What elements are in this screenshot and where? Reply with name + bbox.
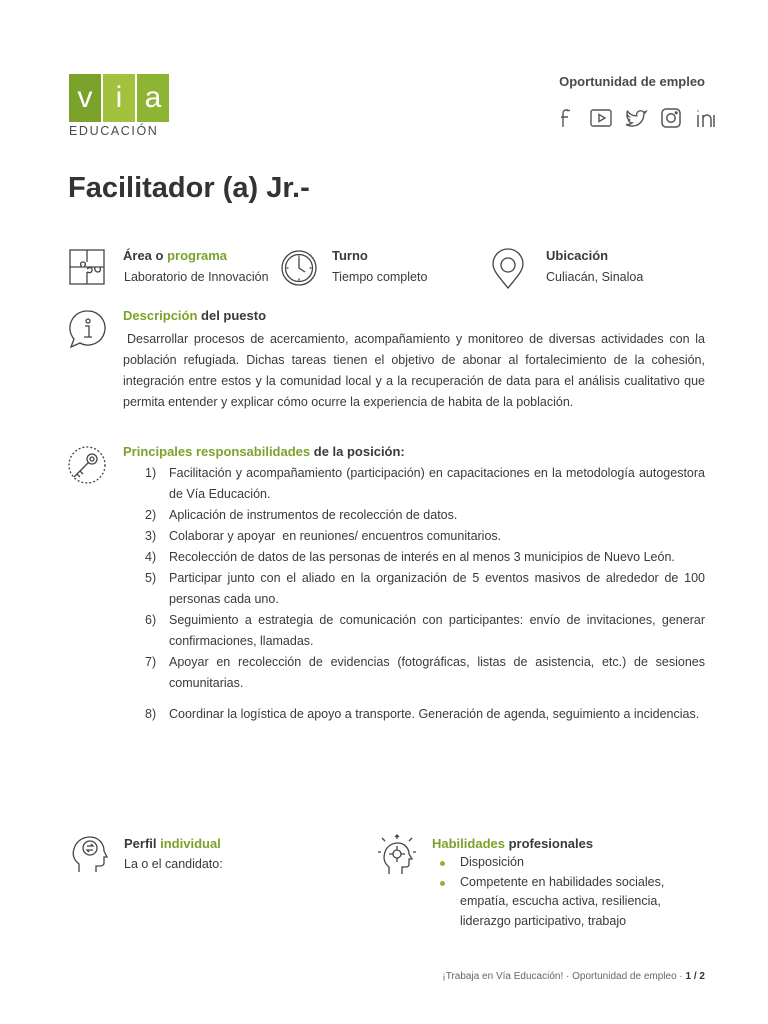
ubicacion-label: Ubicación [546,248,609,263]
twitter-icon[interactable] [624,106,648,130]
responsibilities-label-accent: Principales responsabilidades [123,444,311,459]
list-item [123,704,705,725]
list-item: Disposición [437,853,697,873]
habilidades-list [437,853,697,931]
list-number: 7) [145,655,157,669]
clock-icon [280,249,318,287]
list-item [123,610,705,652]
social-links [554,106,718,130]
footer-tagline: ¡Trabaja en Vía Educación! [442,971,564,982]
page-number: 1 / 2 [685,971,705,982]
list-item: Competente en habilidades sociales, empatía, escucha activa, resiliencia, liderazgo participativo, trabajo [437,873,697,932]
list-number: 4) [145,550,157,564]
responsibilities-label [123,444,405,459]
instagram-icon[interactable] [659,106,683,130]
responsibilities-list [123,463,705,725]
list-item-text: Participar junto con el aliado en la organización de 5 eventos masivos de alrededor de 100 personas cada uno. [169,571,705,606]
habilidades-label-text: profesionales [504,836,594,851]
list-item-text: Coordinar la logística de apoyo a transporte. Generación de agenda, seguimiento a incidencias. [169,707,700,721]
header-label: Oportunidad de empleo [559,74,705,89]
description-label [123,308,266,323]
info-bubble-icon [68,309,106,349]
list-item-text: Seguimiento a estrategia de comunicación con participantes: envío de invitaciones, generar confirmaciones, llamadas. [169,613,705,648]
area-value: Laboratorio de Innovación [124,270,269,284]
linkedin-icon[interactable] [694,106,718,130]
footer-label: Oportunidad de empleo [572,971,677,982]
turno-label: Turno [332,248,368,263]
logo-letter-i: i [103,74,135,122]
list-item [123,505,705,526]
description-label-text: del puesto [197,308,267,323]
list-number: 1) [145,466,157,480]
list-number: 8) [145,707,157,721]
page-footer [300,971,705,982]
responsibilities-label-text: de la posición: [310,444,405,459]
head-exchange-icon [69,834,109,874]
description-label-accent: Descripción [123,308,198,323]
area-label-text: Área o [123,248,168,263]
list-item [123,652,705,694]
perfil-label-text: Perfil [124,836,161,851]
via-educacion-logo [69,74,169,140]
location-pin-icon [491,248,525,290]
turno-value: Tiempo completo [332,270,428,284]
list-item [123,547,705,568]
list-item [123,568,705,610]
puzzle-icon [69,248,105,286]
job-title: Facilitador (a) Jr.- [68,172,310,204]
list-number: 5) [145,571,157,585]
list-number: 2) [145,508,157,522]
footer-separator: · [676,971,686,982]
list-item-text: Apoyar en recolección de evidencias (fotográficas, listas de asistencia, etc.) de sesiones comunitarias. [169,655,705,690]
list-item-text: Colaborar y apoyar en reuniones/ encuentros comunitarios. [169,529,502,543]
perfil-label [124,836,221,851]
list-number: 6) [145,613,157,627]
list-item-text: Facilitación y acompañamiento (participación) en capacitaciones en la metodología autogestora de Vía Educación. [169,466,705,501]
key-icon [67,445,107,485]
ubicacion-value: Culiacán, Sinaloa [546,270,644,284]
perfil-value: La o el candidato: [124,857,223,871]
logo-letter-v: v [69,74,101,122]
habilidades-label [432,836,593,851]
list-item-text: Recolección de datos de las personas de interés en al menos 3 municipios de Nuevo León. [169,550,675,564]
description-text: Desarrollar procesos de acercamiento, acompañamiento y monitoreo de diversas actividades con la población refugiada. Dichas tareas tienen el objetivo de abonar al fortalecimiento de la cohesión, integración entre estos y la comunidad local y a la recuperación de data para el análisis cualitativo que permita entender y explicar cómo ocurre la experiencia de habita de la población. [123,332,705,409]
logo-subtitle: EDUCACIÓN [69,124,159,138]
area-label-accent: programa [167,248,228,263]
footer-separator: · [563,971,573,982]
youtube-icon[interactable] [589,106,613,130]
habilidades-label-accent: Habilidades [432,836,505,851]
list-number: 3) [145,529,157,543]
list-item [123,463,705,505]
list-item-text: Aplicación de instrumentos de recolección de datos. [169,508,458,522]
list-item [123,526,705,547]
head-network-icon [377,834,417,876]
area-label [123,248,227,263]
logo-letter-a: a [137,74,169,122]
facebook-icon[interactable] [554,106,578,130]
perfil-label-accent: individual [160,836,221,851]
